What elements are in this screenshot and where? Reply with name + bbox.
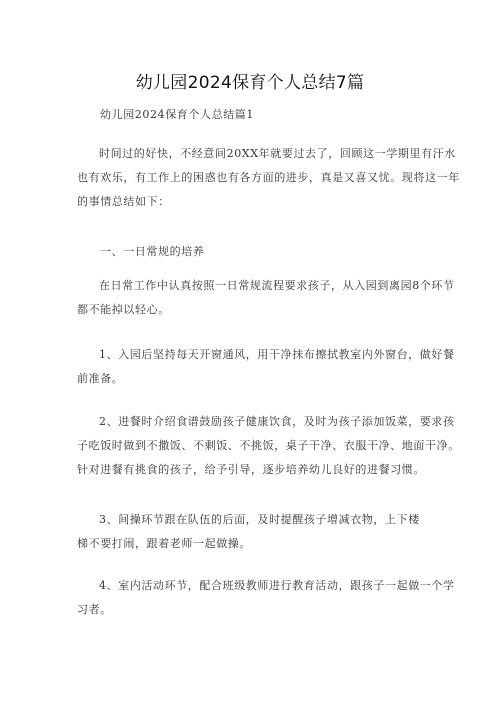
intro-paragraph (77, 142, 460, 214)
paragraph-line: 1、入园后坚持每天开窗通风，用干净抹布擦拭教室内外窗台，做好餐 (99, 348, 455, 361)
paragraph-line: 前准备。 (77, 372, 124, 385)
paragraph-line: 在日常工作中认真按照一日常规流程要求孩子，从入园到离园8个环节 (99, 279, 455, 292)
list-item-1 (77, 343, 455, 391)
section-heading: 一、一日常规的培养 (100, 245, 205, 258)
paragraph-line: 2、进餐时介绍食谱鼓励孩子健康饮食，及时为孩子添加饭菜，要求孩 (99, 415, 455, 428)
paragraph-line: 的事情总结如下： (77, 195, 170, 208)
document-title: 幼儿园2024保育个人总结7篇 (135, 73, 365, 93)
paragraph-line: 习者。 (77, 603, 112, 616)
paragraph-line: 3、间操环节跟在队伍的后面，及时提醒孩子增减衣物，上下楼 (99, 513, 420, 526)
paragraph-line: 梯不要打闹，跟着老师一起做操。 (77, 537, 251, 550)
list-item-4 (77, 574, 455, 622)
list-item-2 (77, 410, 460, 482)
paragraph-line: 针对进餐有挑食的孩子，给予引导，逐步培养幼儿良好的进餐习惯。 (77, 463, 425, 476)
paragraph-line: 时间过的好快，不经意间20XX年就要过去了，回顾这一学期里有汗水 (99, 147, 456, 160)
paragraph-line: 子吃饭时做到不撒饭、不剩饭、不挑饭，桌子干净、衣服干净、地面干净。 (77, 439, 460, 452)
list-item-3 (77, 508, 437, 556)
document-subtitle: 幼儿园2024保育个人总结篇1 (100, 108, 254, 121)
paragraph-line: 都不能掉以轻心。 (77, 303, 170, 316)
section-intro-paragraph (77, 274, 455, 322)
paragraph-line: 也有欢乐，有工作上的困惑也有各方面的进步，真是又喜又忧。现将这一年 (77, 171, 460, 184)
paragraph-line: 4、室内活动环节，配合班级教师进行教育活动，跟孩子一起做一个学 (99, 579, 455, 592)
